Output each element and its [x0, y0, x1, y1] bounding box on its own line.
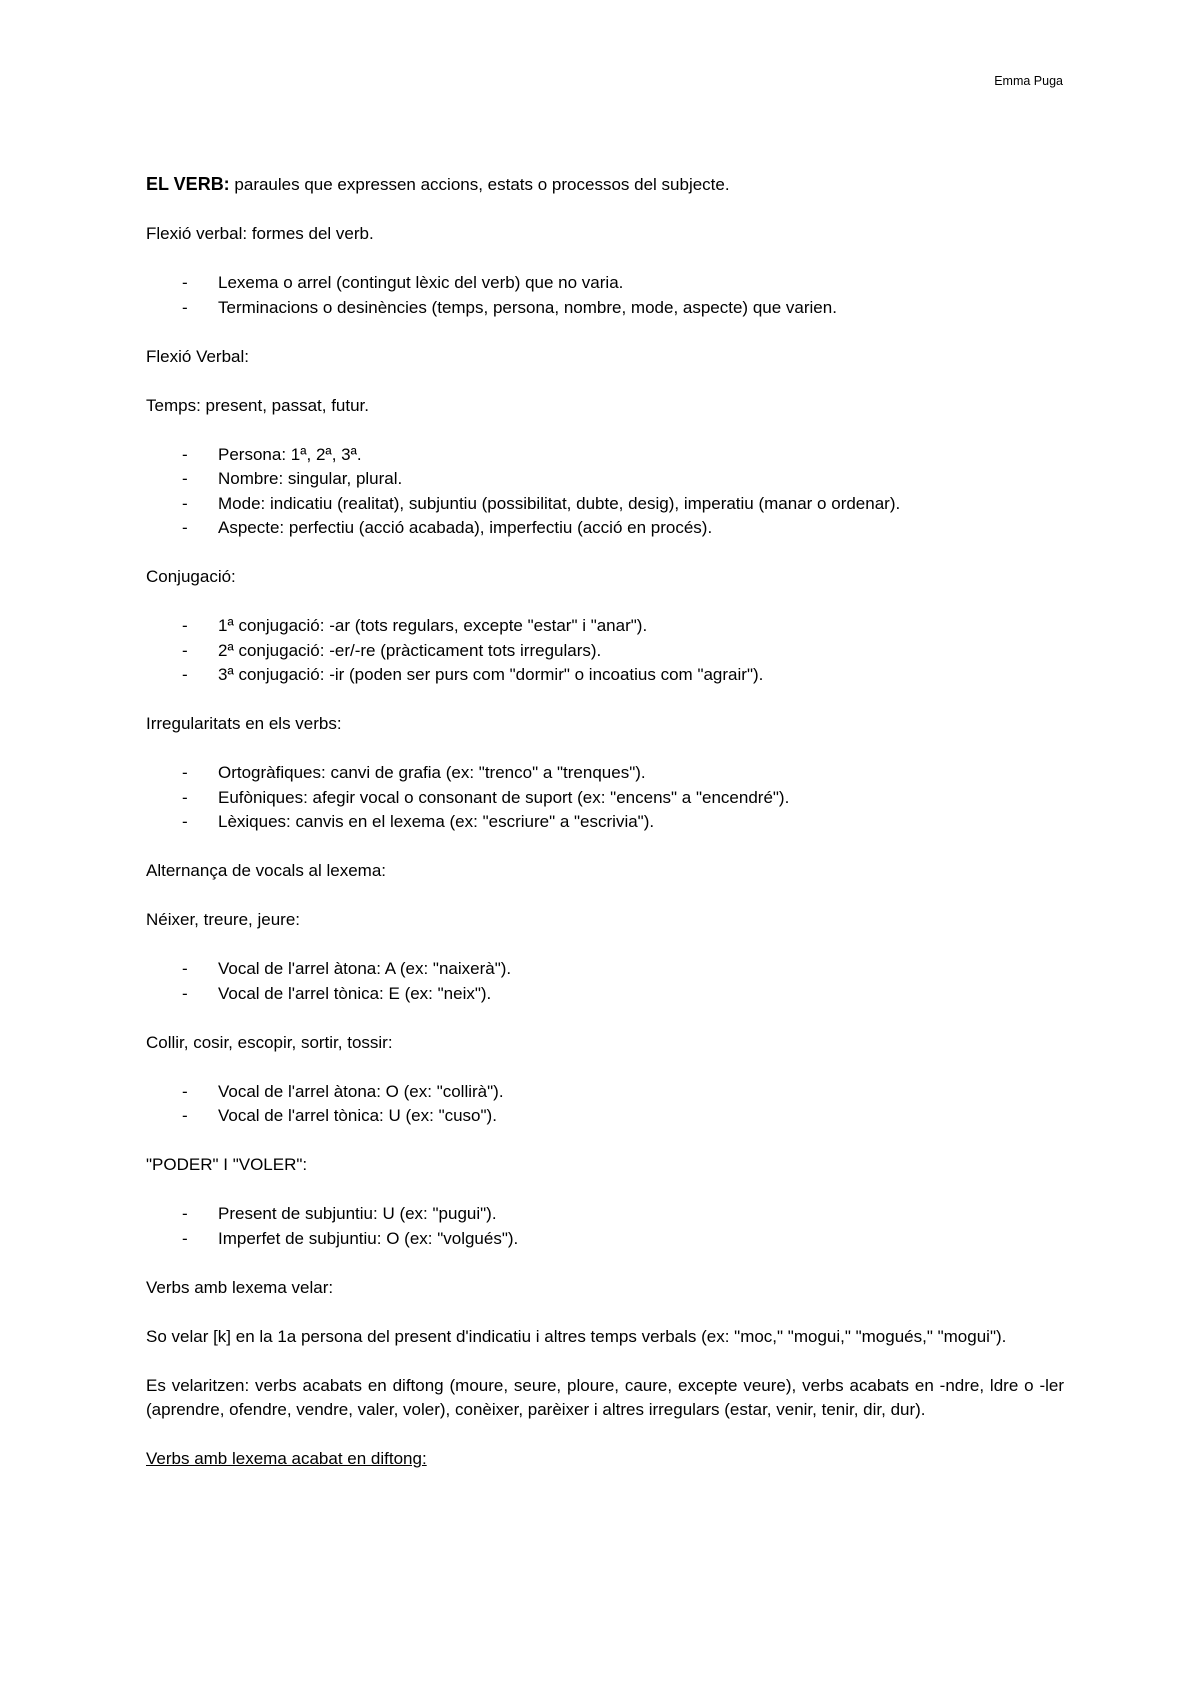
list-item	[146, 614, 1064, 639]
dash-bullet: -	[182, 983, 188, 1003]
list-item-text: 3ª conjugació: -ir (poden ser purs com "dormir" o incoatius com "agrair").	[218, 665, 764, 684]
list-item	[146, 443, 1064, 468]
list-item-text: Nombre: singular, plural.	[218, 469, 403, 488]
document-title: EL VERB:	[146, 174, 230, 194]
dash-bullet: -	[182, 1106, 188, 1125]
dash-bullet: -	[182, 640, 188, 660]
list-item	[146, 1227, 1064, 1252]
dash-bullet: -	[182, 763, 188, 782]
list-item-text: Vocal de l'arrel tònica: E (ex: "neix").	[218, 983, 492, 1003]
list-item-text: Lèxiques: canvis en el lexema (ex: "escriure" a "escrivia").	[218, 812, 655, 831]
neixer-heading: Néixer, treure, jeure:	[146, 910, 301, 929]
conjugacio-list	[146, 614, 1064, 688]
poder-voler-heading: "PODER" I "VOLER":	[146, 1155, 308, 1174]
velar-paragraph-2: Es velaritzen: verbs acabats en diftong (moure, seure, ploure, caure, excepte veure), verbs acabats en -ndre, ldre o -ler (aprendre, ofendre, vendre, valer, voler), conèixer, parèixer i altres irregulars (estar, venir, tenir, dir, dur).	[146, 1375, 1064, 1419]
list-item-text: Lexema o arrel (contingut lèxic del verb) que no varia.	[218, 273, 624, 292]
diftong-heading: Verbs amb lexema acabat en diftong:	[146, 1449, 427, 1468]
document-body	[146, 172, 1064, 1496]
dash-bullet: -	[182, 1228, 188, 1248]
list-item-text: Vocal de l'arrel àtona: O (ex: "collirà").	[218, 1081, 504, 1101]
document-title-definition: paraules que expressen accions, estats o processos del subjecte.	[229, 175, 730, 194]
dash-bullet: -	[182, 469, 188, 488]
list-item	[146, 639, 1064, 664]
list-item	[146, 663, 1064, 688]
list-item-text: Vocal de l'arrel àtona: A (ex: "naixerà").	[218, 959, 512, 978]
dash-bullet: -	[182, 297, 188, 317]
list-item	[146, 516, 1064, 541]
temps-list	[146, 443, 1064, 541]
list-item	[146, 467, 1064, 492]
poder-voler-list	[146, 1202, 1064, 1251]
list-item-text: Imperfet de subjuntiu: O (ex: "volgués").	[218, 1228, 519, 1248]
list-item-text: Present de subjuntiu: U (ex: "pugui").	[218, 1204, 497, 1223]
list-item	[146, 1202, 1064, 1227]
dash-bullet: -	[182, 812, 188, 831]
dash-bullet: -	[182, 493, 188, 513]
dash-bullet: -	[182, 616, 188, 635]
flexio-verbal-heading: Flexió Verbal:	[146, 346, 249, 366]
list-item-text: Aspecte: perfectiu (acció acabada), imperfectiu (acció en procés).	[218, 518, 713, 537]
dash-bullet: -	[182, 1204, 188, 1223]
list-item-text: Terminacions o desinències (temps, persona, nombre, mode, aspecte) que varien.	[218, 297, 837, 317]
list-item	[146, 786, 1064, 811]
dash-bullet: -	[182, 518, 188, 537]
irregularitats-list	[146, 761, 1064, 835]
alternanca-heading: Alternança de vocals al lexema:	[146, 861, 387, 880]
list-item-text: Mode: indicatiu (realitat), subjuntiu (possibilitat, dubte, desig), imperatiu (manar o ordenar).	[218, 493, 901, 513]
irregularitats-heading: Irregularitats en els verbs:	[146, 714, 342, 733]
velar-heading: Verbs amb lexema velar:	[146, 1277, 334, 1297]
list-item	[146, 761, 1064, 786]
neixer-list	[146, 957, 1064, 1006]
dash-bullet: -	[182, 959, 188, 978]
list-item	[146, 271, 1064, 296]
collir-list	[146, 1080, 1064, 1129]
dash-bullet: -	[182, 1081, 188, 1101]
list-item	[146, 1104, 1064, 1129]
list-item-text: Eufòniques: afegir vocal o consonant de suport (ex: "encens" a "encendré").	[218, 787, 790, 807]
list-item-text: Vocal de l'arrel tònica: U (ex: "cuso").	[218, 1106, 497, 1125]
header-author: Emma Puga	[994, 74, 1063, 88]
velar-paragraph-1: So velar [k] en la 1a persona del present d'indicatiu i altres temps verbals (ex: "moc," "mogui," "mogués," "mogui").	[146, 1326, 1007, 1346]
list-item	[146, 810, 1064, 835]
list-item	[146, 1080, 1064, 1105]
flexio-list	[146, 271, 1064, 320]
flexio-intro: Flexió verbal: formes del verb.	[146, 224, 374, 243]
list-item-text: 1ª conjugació: -ar (tots regulars, excepte "estar" i "anar").	[218, 616, 648, 635]
dash-bullet: -	[182, 444, 188, 464]
collir-heading: Collir, cosir, escopir, sortir, tossir:	[146, 1032, 393, 1052]
dash-bullet: -	[182, 665, 188, 684]
dash-bullet: -	[182, 787, 188, 807]
list-item-text: Ortogràfiques: canvi de grafia (ex: "trenco" a "trenques").	[218, 763, 646, 782]
list-item-text: Persona: 1ª, 2ª, 3ª.	[218, 444, 362, 464]
temps-line: Temps: present, passat, futur.	[146, 395, 370, 415]
list-item-text: 2ª conjugació: -er/-re (pràcticament tots irregulars).	[218, 640, 602, 660]
list-item	[146, 957, 1064, 982]
dash-bullet: -	[182, 273, 188, 292]
list-item	[146, 492, 1064, 517]
conjugacio-heading: Conjugació:	[146, 567, 236, 586]
list-item	[146, 982, 1064, 1007]
document-title-line	[146, 172, 1064, 198]
list-item	[146, 296, 1064, 321]
